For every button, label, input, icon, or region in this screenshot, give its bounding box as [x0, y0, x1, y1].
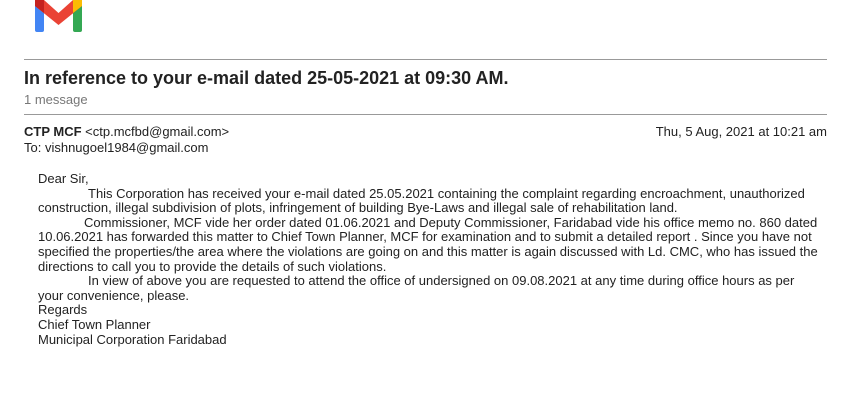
- body-paragraph-2: Commissioner, MCF vide her order dated 01.06.2021 and Deputy Commissioner, Faridabad vide his office memo no. 860 dated 10.06.2021 has forwarded this matter to Chief Town Planner, MCF for examination and to submit a detailed report . Since you have not specified the properties/the area where the violations are going on and this matter is again discussed with Ld. CMC, who has issued the directions to call you to provide the details of such violations.: [38, 214, 818, 274]
- message-date: Thu, 5 Aug, 2021 at 10:21 am: [655, 124, 827, 139]
- sender: [24, 124, 229, 139]
- sender-name: CTP MCF: [24, 124, 82, 139]
- message-body: [38, 172, 818, 347]
- thread-divider: [24, 114, 827, 115]
- signature-org: Municipal Corporation Faridabad: [38, 331, 227, 347]
- closing: Regards: [38, 302, 88, 318]
- header-divider: [24, 59, 827, 60]
- body-paragraph-3: In view of above you are requested to attend the office of undersigned on 09.08.2021 at any time during office hours as per your convenience, please.: [38, 273, 795, 303]
- message-count: 1 message: [24, 92, 88, 107]
- signature-title: Chief Town Planner: [38, 316, 151, 332]
- sender-email[interactable]: <ctp.mcfbd@gmail.com>: [85, 124, 230, 139]
- greeting: Dear Sir,: [38, 171, 89, 186]
- recipient: To: vishnugoel1984@gmail.com: [24, 140, 209, 155]
- gmail-logo-icon: [35, 0, 82, 32]
- thread-subject: In reference to your e-mail dated 25-05-2021 at 09:30 AM.: [24, 68, 509, 88]
- body-paragraph-1: This Corporation has received your e-mail dated 25.05.2021 containing the complaint regarding encroachment, unauthorized construction, illegal subdivision of plots, infringement of building Bye-Laws and illegal sale of rehabilitation land.: [38, 185, 805, 216]
